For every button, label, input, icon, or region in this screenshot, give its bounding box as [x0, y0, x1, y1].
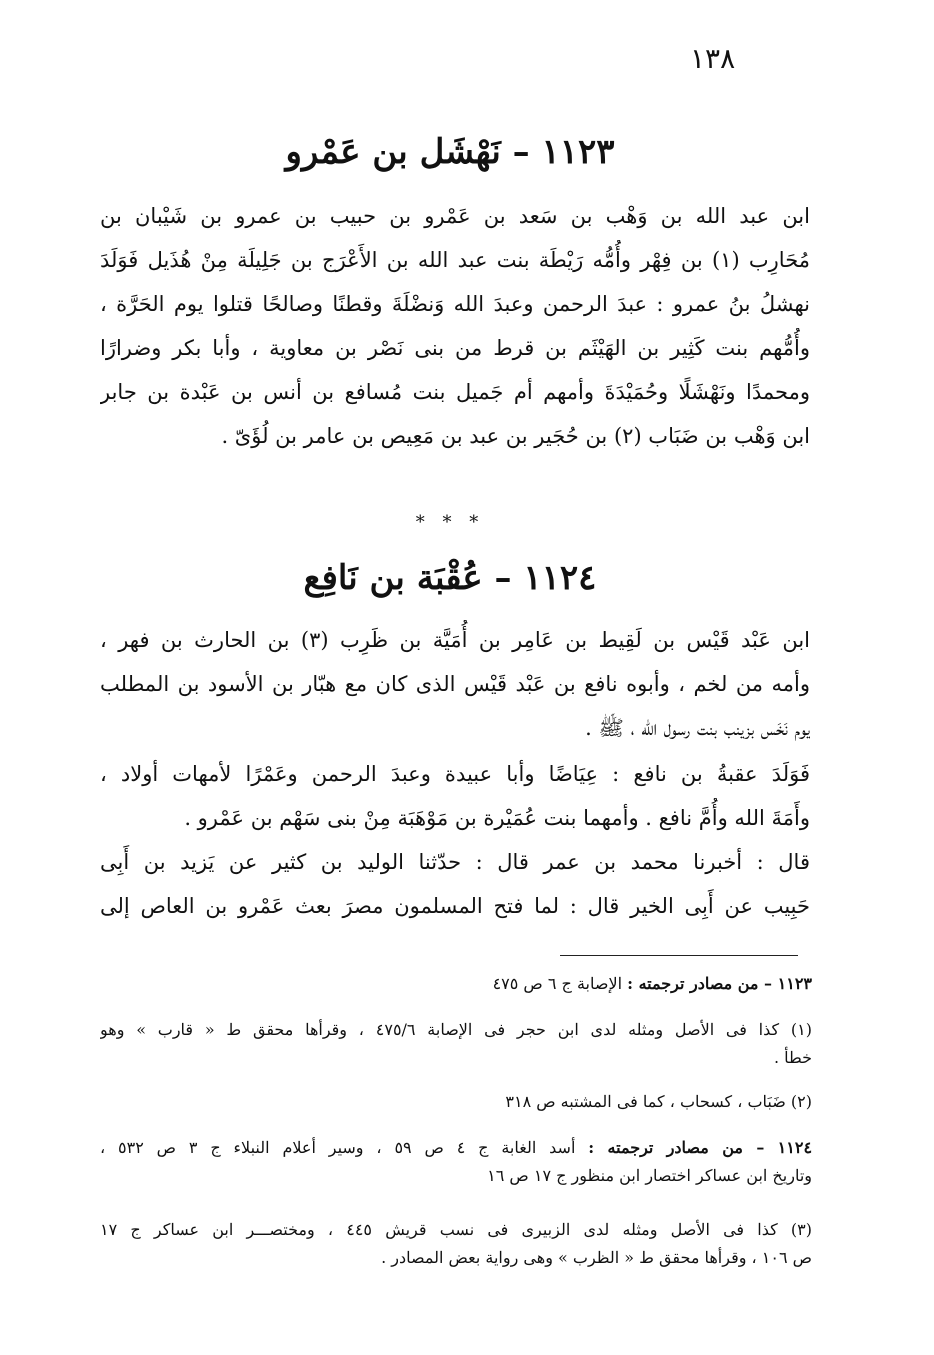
footnote-label: ١١٢٣ – من مصادر ترجمته : [627, 974, 812, 993]
entry-1124-line: فَوَلَدَ عقبةُ بن نافع : عِيَاضًا وأبا عبيدة وعبدَ الرحمن وعَمْرًا لأمهات أولاد ، [100, 762, 810, 786]
entry-heading-1123: ١١٢٣ – نَهْشَل بن عَمْرو [285, 132, 615, 172]
footnote-3-line: ص ١٠٦ ، وقرأها محقق ط « الظرب » وهى رواية بعض المصادر . [381, 1248, 812, 1267]
footnote-label: ١١٢٤ – من مصادر ترجمته : [588, 1138, 812, 1157]
entry-1124-line: قال : أخبرنا محمد بن عمر قال : حدّثنا الوليد بن كثير عن يَزيد بن أَبِى [100, 850, 810, 874]
section-separator: * * * [415, 512, 485, 533]
entry-1124-line: وأمه من لخم ، وأبوه نافع بن عَبْد قَيْس الذى كان مع هبّار بن الأسود بن المطلب [100, 672, 810, 696]
footnote-text: الإصابة ج ٦ ص ٤٧٥ [492, 974, 623, 993]
footnote-text: أسد الغابة ج ٤ ص ٥٩ ، وسير أعلام النبلاء ج ٣ ص ٥٣٢ ، [100, 1138, 576, 1157]
footnote-2: (٢) ضَبَاب ، كسحاب ، كما فى المشتبه ص ٣١٨ [505, 1092, 812, 1111]
footnote-divider [560, 955, 798, 956]
footnote-1-line: خطأ . [773, 1048, 812, 1067]
entry-1123-line: ومحمدًا ونَهْشَلًا وحُمَيْدَةَ وأمهم أم جَميل بنت مُسافع بن أنس بن عَبْدة بن جابر [100, 380, 810, 404]
entry-1124-line: حَبِيب عن أَبِى الخير قال : لما فتح المسلمون مصرَ بعث عَمْرو بن العاص إلى [100, 894, 810, 918]
entry-1123-line: نهشلُ بنُ عمرو : عبدَ الرحمن وعبدَ الله وَنضْلَةَ وقطنًا وصالحًا قتلوا يوم الحَرَّة ، [100, 292, 810, 316]
footnote-sources-1124-line: وتاريخ ابن عساكر اختصار ابن منظور ج ١٧ ص ١٦ [487, 1166, 812, 1185]
entry-1123-line: ابن عبد الله بن وَهْب بن سَعد بن عَمْرو بن حبيب بن عمرو بن شَيْبان بن [100, 204, 810, 228]
footnote-1-line: (١) كذا فى الأصل ومثله لدى ابن حجر فى الإصابة ٤٧٥/٦ ، وقرأها محقق ط « قارب » وهو [100, 1020, 812, 1039]
entry-1124-line: ابن عَبْد قَيْس بن لَقِيط بن عَامِر بن أُمَيَّة بن ظَرِب (٣) بن الحارث بن فهر ، [100, 628, 810, 652]
footnote-sources-1124 [100, 1134, 812, 1162]
footnote-sources-1123 [100, 970, 812, 998]
entry-1123-line: مُحَارِب (١) بن فِهْر وأُمُّه رَيْطَة بنت عبد الله بن الأَعْرَج بن جَلِيلَة مِنْ هُذَيل فَوَلَدَ [100, 248, 810, 272]
entry-1123-line: ابن وَهْب بن ضَبَاب (٢) بن حُجَير بن عبد بن مَعِيص بن عامر بن لُؤَىّ . [221, 424, 810, 448]
footnote-3-line: (٣) كذا فى الأصل ومثله لدى الزبيرى فى نسب قريش ٤٤٥ ، ومختصـــر ابن عساكر ج ١٧ [100, 1220, 812, 1239]
page-number: ١٣٨ [690, 42, 736, 75]
entry-1124-line: يوم نَخَس بزينب بنت رسول الله ، ﷺ . [585, 716, 810, 740]
entry-heading-1124: ١١٢٤ – عُقْبَة بن نَافِع [303, 558, 597, 598]
entry-1124-line: وأَمَةَ الله وأُمَّ نافع . وأمهما بنت عُمَيْرة بن مَوْهَبَة مِنْ بنى سَهْم بن عَمْرو . [184, 806, 810, 830]
entry-1123-line: وأُمُّهم بنت كَثِير بن الهَيْثَم بن قرط من بنى نَصْر بن معاوية ، وأبا بكر وضرارًا [100, 336, 810, 360]
